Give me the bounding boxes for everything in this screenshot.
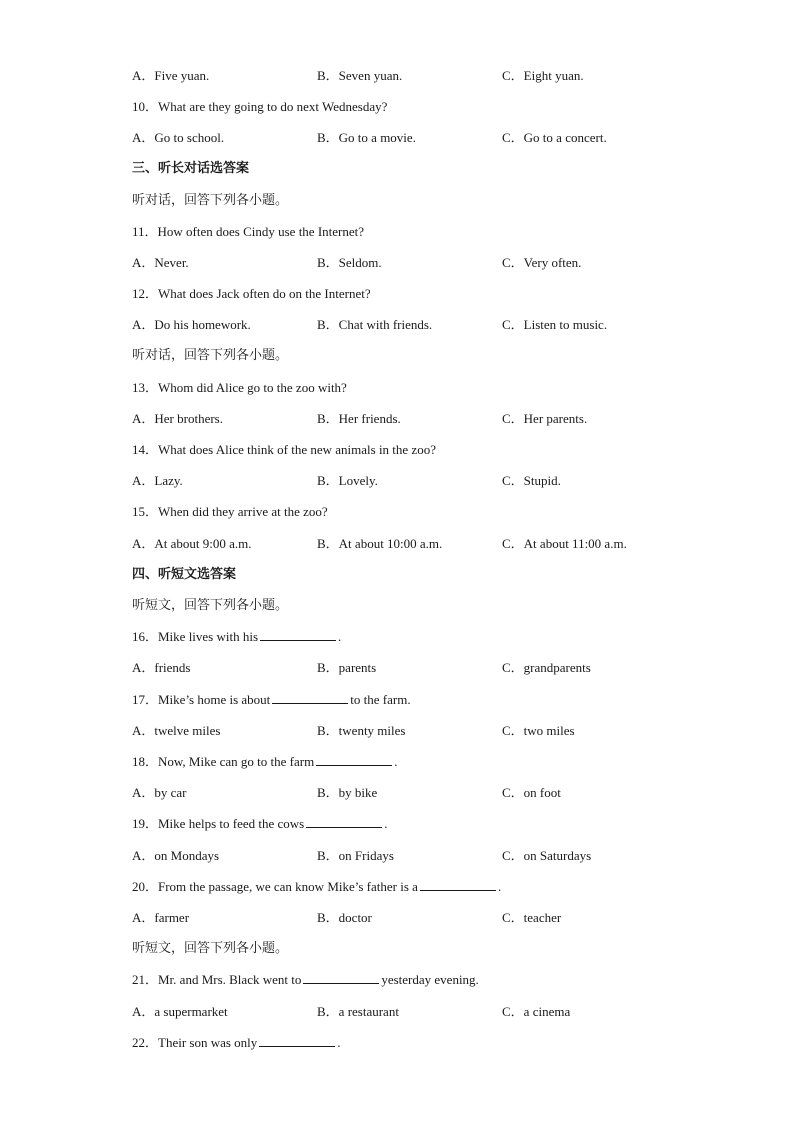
answer-blank[interactable] [420,877,496,891]
option-c[interactable]: C．Very often. [502,255,582,270]
option-b[interactable]: B．Her friends. [317,411,401,426]
section-heading: 四、听短文选答案 [132,567,237,582]
question-text: 16．Mike lives with his [132,629,259,644]
line-instruction [132,596,288,616]
question-text-end: . [497,879,502,894]
question-text: 22．Their son was only [132,1035,258,1050]
instruction-text: 听对话，回答下列各小题。 [132,348,289,363]
question [132,222,364,242]
question-text: 10．What are they going to do next Wednesday? [132,99,388,114]
question [132,502,328,522]
question-text: 12．What does Jack often do on the Internet? [132,286,371,301]
option-b[interactable]: B．Seldom. [317,255,382,270]
line-heading [132,159,249,179]
question-text-end: . [384,816,388,831]
question-text: 17．Mike’s home is about [132,692,271,707]
question-text: 20．From the passage, we can know Mike’s father is a [132,879,418,894]
option-a[interactable]: A．Lazy. [132,473,183,488]
option-b[interactable]: B．parents [317,660,377,675]
option-b[interactable]: B．by bike [317,785,378,800]
option-c[interactable]: C．Eight yuan. [502,68,584,83]
option-a[interactable]: A．friends [132,660,191,675]
question-text-end: . [394,754,398,769]
line-instruction [132,346,288,366]
option-a[interactable]: A．Her brothers. [132,411,223,426]
option-b[interactable]: B．twenty miles [317,723,406,738]
question-text: 19．Mike helps to feed the cows [132,816,305,831]
question-text: 18．Now, Mike can go to the farm [132,754,315,769]
question-text-end: to the farm. [350,692,411,707]
question-text-end: . [338,629,342,644]
option-c[interactable]: C．teacher [502,910,562,925]
answer-blank[interactable] [306,814,382,828]
instruction-text: 听短文，回答下列各小题。 [132,598,289,613]
instruction-text: 听短文，回答下列各小题。 [132,941,289,956]
question [132,440,436,460]
option-c[interactable]: C．grandparents [502,660,591,675]
question-text: 11．How often does Cindy use the Internet? [132,224,365,239]
option-c[interactable]: C．Go to a concert. [502,130,607,145]
option-b[interactable]: B．At about 10:00 a.m. [317,536,443,551]
question [132,284,371,304]
option-c[interactable]: C．two miles [502,723,575,738]
option-b[interactable]: B．doctor [317,910,372,925]
question-text: 21．Mr. and Mrs. Black went to [132,972,302,987]
answer-blank[interactable] [272,690,348,704]
option-c[interactable]: C．on Saturdays [502,848,592,863]
question [132,378,347,398]
answer-blank[interactable] [260,627,336,641]
line-instruction [132,939,288,959]
question-text: 14．What does Alice think of the new animals in the zoo? [132,442,436,457]
option-a[interactable]: A．Go to school. [132,130,225,145]
question [132,814,387,834]
option-b[interactable]: B．Chat with friends. [317,317,433,332]
question [132,690,411,710]
option-c[interactable]: C．Listen to music. [502,317,608,332]
question [132,1033,341,1053]
option-b[interactable]: B．a restaurant [317,1004,399,1019]
question-text: 15．When did they arrive at the zoo? [132,504,328,519]
question [132,877,501,897]
option-a[interactable]: A．twelve miles [132,723,221,738]
option-a[interactable]: A．Never. [132,255,189,270]
option-c[interactable]: C．Stupid. [502,473,561,488]
option-a[interactable]: A．Do his homework. [132,317,251,332]
question-text-end: . [337,1035,341,1050]
option-c[interactable]: C．At about 11:00 a.m. [502,536,627,551]
answer-blank[interactable] [259,1033,335,1047]
line-instruction [132,191,288,211]
option-b[interactable]: B．Go to a movie. [317,130,416,145]
option-b[interactable]: B．Lovely. [317,473,378,488]
instruction-text: 听对话，回答下列各小题。 [132,193,289,208]
option-c[interactable]: C．Her parents. [502,411,588,426]
question [132,97,387,117]
option-a[interactable]: A．on Mondays [132,848,220,863]
option-b[interactable]: B．on Fridays [317,848,394,863]
option-b[interactable]: B．Seven yuan. [317,68,403,83]
question [132,752,397,772]
option-a[interactable]: A．Five yuan. [132,68,210,83]
question [132,970,479,990]
option-c[interactable]: C．on foot [502,785,561,800]
option-a[interactable]: A．farmer [132,910,190,925]
section-heading: 三、听长对话选答案 [132,161,250,176]
option-a[interactable]: A．by car [132,785,187,800]
option-a[interactable]: A．At about 9:00 a.m. [132,536,252,551]
question-text: 13．Whom did Alice go to the zoo with? [132,380,347,395]
answer-blank[interactable] [303,970,379,984]
line-heading [132,565,236,585]
option-c[interactable]: C．a cinema [502,1004,571,1019]
question [132,627,341,647]
question-text-end: yesterday evening. [381,972,479,987]
answer-blank[interactable] [316,752,392,766]
option-a[interactable]: A．a supermarket [132,1004,228,1019]
